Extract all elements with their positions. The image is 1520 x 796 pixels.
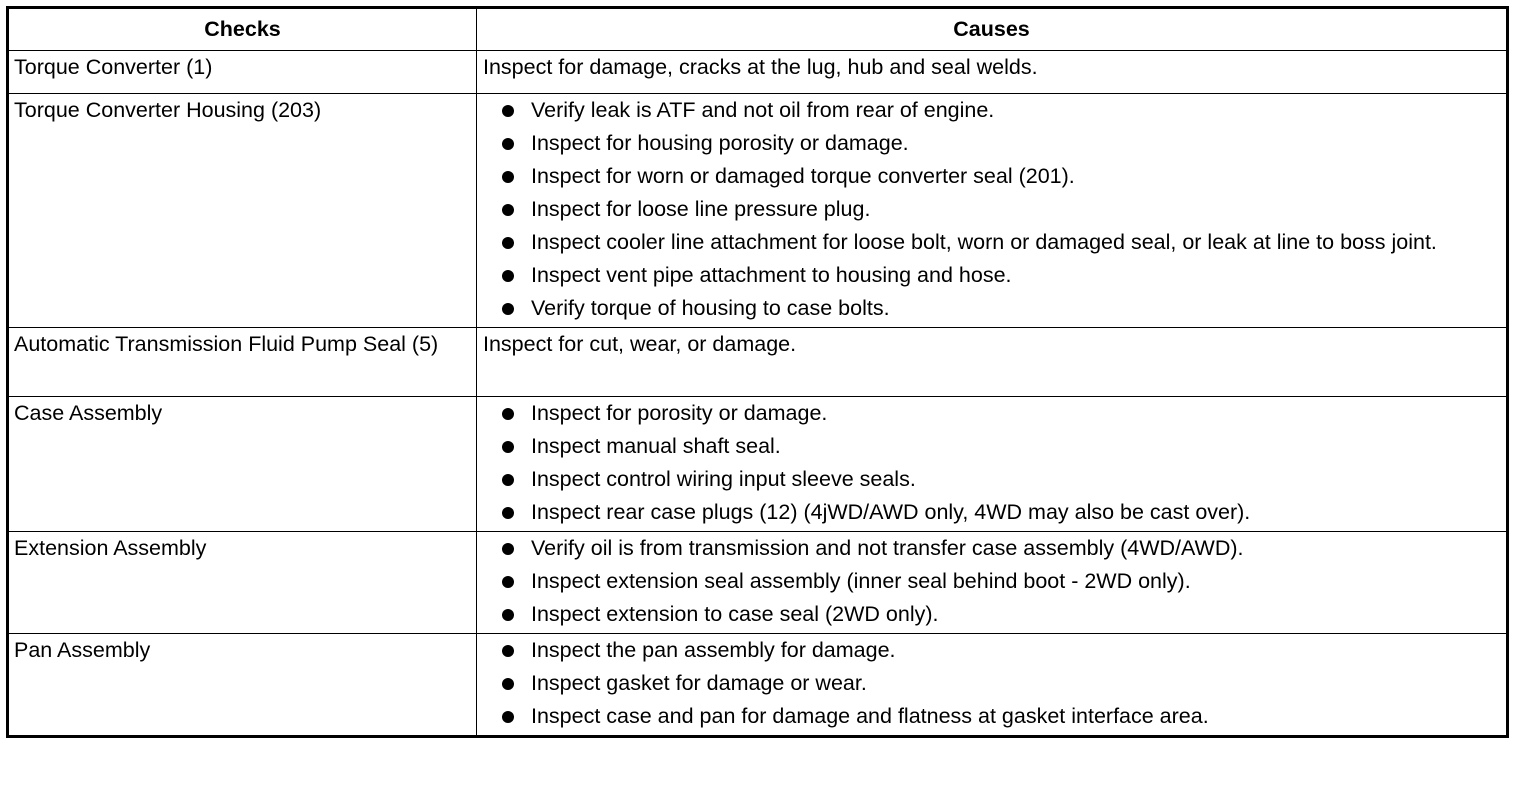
list-item — [483, 669, 1500, 698]
list-item — [483, 129, 1500, 158]
check-cell: Automatic Transmission Fluid Pump Seal (5) — [8, 328, 477, 397]
cause-item-text: Inspect manual shaft seal. — [531, 434, 781, 458]
bullet-icon — [502, 138, 514, 150]
list-item — [483, 432, 1500, 461]
bullet-icon — [502, 105, 514, 117]
list-item — [483, 162, 1500, 191]
cause-item-text: Inspect the pan assembly for damage. — [531, 638, 896, 662]
list-item — [483, 96, 1500, 125]
bullet-icon — [502, 678, 514, 690]
list-item — [483, 534, 1500, 563]
table-row-fluid-pump-seal — [8, 328, 1508, 397]
cause-item-text: Inspect cooler line attachment for loose bolt, worn or damaged seal, or leak at line to boss joint. — [531, 230, 1437, 254]
list-item — [483, 195, 1500, 224]
bullet-icon — [502, 237, 514, 249]
cause-list — [483, 636, 1500, 731]
list-item — [483, 228, 1500, 257]
list-item — [483, 702, 1500, 731]
cause-item-text: Verify leak is ATF and not oil from rear of engine. — [531, 98, 995, 122]
list-item — [483, 567, 1500, 596]
bullet-icon — [502, 474, 514, 486]
cause-list — [483, 96, 1500, 323]
list-item — [483, 600, 1500, 629]
cause-item-text: Verify oil is from transmission and not transfer case assembly (4WD/AWD). — [531, 536, 1244, 560]
cause-item-text: Inspect for porosity or damage. — [531, 401, 828, 425]
bullet-icon — [502, 543, 514, 555]
list-item — [483, 465, 1500, 494]
cause-item-text: Inspect for loose line pressure plug. — [531, 197, 871, 221]
cause-cell — [477, 328, 1508, 397]
list-item — [483, 294, 1500, 323]
bullet-icon — [502, 408, 514, 420]
list-item — [483, 636, 1500, 665]
cause-item-text: Inspect case and pan for damage and flatness at gasket interface area. — [531, 704, 1209, 728]
bullet-icon — [502, 609, 514, 621]
bullet-icon — [502, 645, 514, 657]
list-item — [483, 261, 1500, 290]
cause-item-text: Inspect control wiring input sleeve seals. — [531, 467, 916, 491]
bullet-icon — [502, 507, 514, 519]
checks-causes-table — [6, 6, 1509, 738]
bullet-icon — [502, 303, 514, 315]
cause-list — [483, 534, 1500, 629]
cause-cell — [477, 532, 1508, 634]
list-item — [483, 399, 1500, 428]
table-row-torque-converter — [8, 51, 1508, 94]
cause-cell — [477, 397, 1508, 532]
cause-cell — [477, 51, 1508, 94]
cause-item-text: Inspect vent pipe attachment to housing and hose. — [531, 263, 1012, 287]
cause-item-text: Inspect for worn or damaged torque converter seal (201). — [531, 164, 1075, 188]
check-cell: Pan Assembly — [8, 634, 477, 737]
cause-item-text: Inspect rear case plugs (12) (4jWD/AWD only, 4WD may also be cast over). — [531, 500, 1251, 524]
list-item — [483, 498, 1500, 527]
cause-item-text: Inspect extension seal assembly (inner seal behind boot - 2WD only). — [531, 569, 1191, 593]
table-row-pan-assembly — [8, 634, 1508, 737]
bullet-icon — [502, 576, 514, 588]
cause-item-text: Verify torque of housing to case bolts. — [531, 296, 890, 320]
bullet-icon — [502, 441, 514, 453]
cause-list — [483, 399, 1500, 527]
check-cell: Case Assembly — [8, 397, 477, 532]
check-cell: Torque Converter (1) — [8, 51, 477, 94]
bullet-icon — [502, 270, 514, 282]
table-row-case-assembly — [8, 397, 1508, 532]
bullet-icon — [502, 171, 514, 183]
cause-cell — [477, 634, 1508, 737]
checks-header: Checks — [8, 8, 477, 51]
table-row-extension-assembly — [8, 532, 1508, 634]
causes-header: Causes — [477, 8, 1508, 51]
check-cell: Extension Assembly — [8, 532, 477, 634]
check-cell: Torque Converter Housing (203) — [8, 94, 477, 328]
cause-item-text: Inspect extension to case seal (2WD only). — [531, 602, 939, 626]
bullet-icon — [502, 711, 514, 723]
table-row-torque-converter-housing — [8, 94, 1508, 328]
header-row — [8, 8, 1508, 51]
cause-item-text: Inspect for housing porosity or damage. — [531, 131, 909, 155]
cause-text: Inspect for cut, wear, or damage. — [483, 332, 797, 356]
cause-item-text: Inspect gasket for damage or wear. — [531, 671, 867, 695]
bullet-icon — [502, 204, 514, 216]
cause-cell — [477, 94, 1508, 328]
cause-text: Inspect for damage, cracks at the lug, hub and seal welds. — [483, 55, 1038, 79]
